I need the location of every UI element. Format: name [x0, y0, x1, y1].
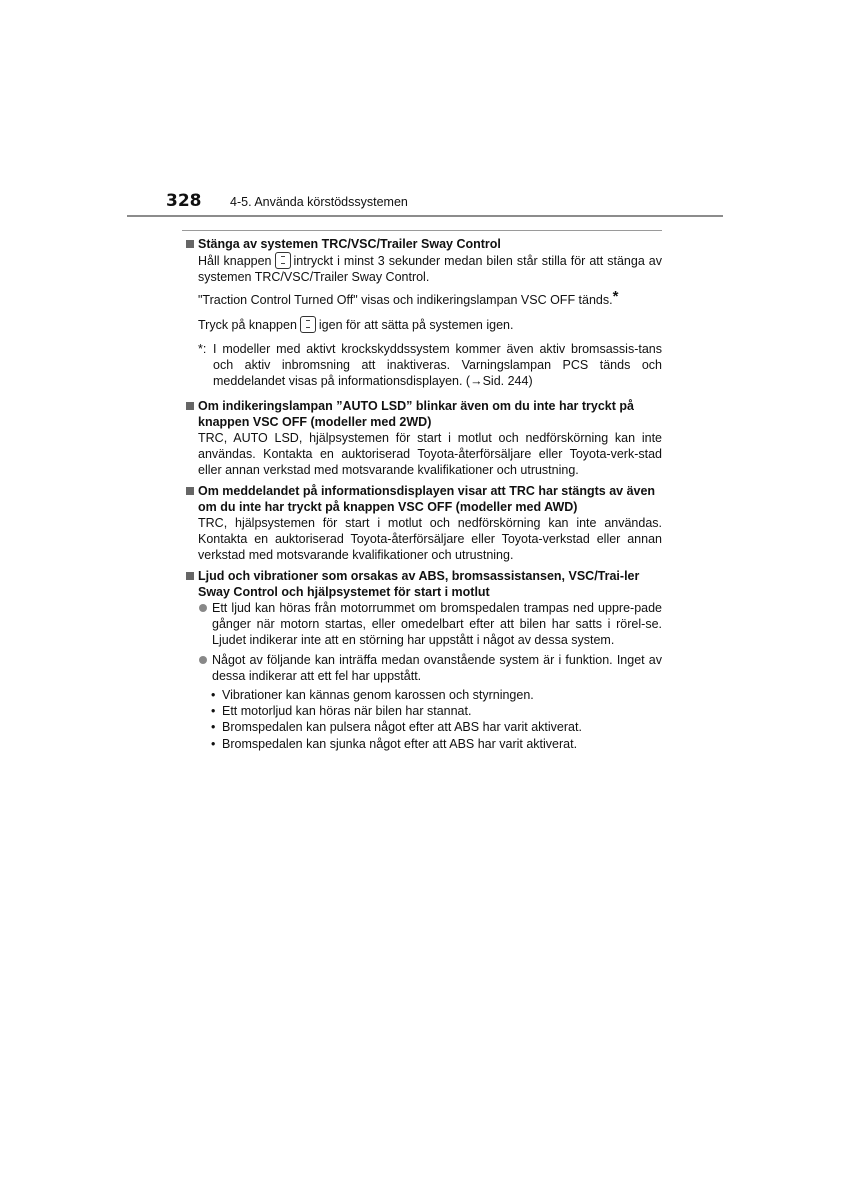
list-item: • Vibrationer kan kännas genom karossen och styrningen.	[211, 688, 534, 703]
section-heading-trc-off: Stänga av systemen TRC/VSC/Trailer Sway Control	[184, 236, 662, 252]
paragraph: Håll knappen intryckt i minst 3 sekunder medan bilen står stilla för att stänga av systemen TRC/VSC/Trailer Sway Control.	[198, 254, 662, 285]
bullet-icon: •	[211, 688, 216, 703]
footnote-mark: *:	[198, 342, 207, 357]
footnote-star: *	[612, 287, 619, 305]
vsc-off-button-icon	[300, 316, 316, 333]
footnote: *: I modeller med aktivt krockskyddssystem kommer även aktiv bromsassis-tans och aktiv inbromsning att inaktiveras. Varningslampan PCS tänds och meddelandet visas på informationsdisplayen. (→Sid. 244)	[198, 342, 662, 389]
paragraph: TRC, hjälpsystemen för start i motlut och nedförskörning kan inte användas. Kontakta en auktoriserad Toyota-återförsäljare eller Toyota-verkstad eller annan verkstad med motsvarande kvalifikationer och utrustning.	[198, 516, 662, 563]
section-heading-trc-message: Om meddelandet på informationsdisplayen visar att TRC har stängts av även om du inte har tryckt på knappen VSC OFF (modeller med AWD)	[184, 483, 662, 515]
circle-bullet-icon	[199, 656, 207, 664]
circle-bullet-icon	[199, 604, 207, 612]
section-title: 4-5. Använda körstödssystemen	[230, 195, 408, 209]
list-item: • Bromspedalen kan pulsera något efter att ABS har varit aktiverat.	[211, 720, 582, 735]
content-divider	[182, 230, 662, 231]
list-item: • Bromspedalen kan sjunka något efter att ABS har varit aktiverat.	[211, 736, 578, 751]
bullet-icon: •	[211, 736, 216, 751]
header-divider	[127, 215, 723, 217]
paragraph: TRC, AUTO LSD, hjälpsystemen för start i motlut och nedförskörning kan inte användas. Kontakta en auktoriserad Toyota-återförsäljare eller Toyota-verk-stad eller annan verkstad med motsvarande kvalifikationer och utrustning.	[198, 431, 662, 478]
paragraph: "Traction Control Turned Off" visas och indikeringslampan VSC OFF tänds.*	[198, 287, 619, 307]
square-bullet-icon	[186, 402, 194, 410]
paragraph: Tryck på knappen igen för att sätta på systemen igen.	[198, 317, 514, 332]
page-number: 328	[166, 191, 202, 211]
list-item: • Ett motorljud kan höras när bilen har stannat.	[211, 704, 472, 719]
vsc-off-button-icon	[275, 252, 291, 269]
section-heading-auto-lsd: Om indikeringslampan ”AUTO LSD” blinkar även om du inte har tryckt på knappen VSC OFF (modeller med 2WD)	[184, 398, 662, 430]
bullet-icon: •	[211, 720, 216, 735]
square-bullet-icon	[186, 572, 194, 580]
bullet-icon: •	[211, 704, 216, 719]
square-bullet-icon	[186, 240, 194, 248]
section-heading-sounds-vibrations: Ljud och vibrationer som orsakas av ABS, bromsassistansen, VSC/Trai-ler Sway Control och hjälpsystemet för start i motlut	[184, 568, 662, 600]
list-item: Ett ljud kan höras från motorrummet om bromspedalen trampas ned uppre-pade gånger när motorn startas, eller omedelbart efter att bilen har satts i rörel-se. Ljudet indikerar inte att en störning har uppstått i något av dessa system.	[184, 600, 662, 649]
page-content	[184, 236, 662, 752]
list-item: Något av följande kan inträffa medan ovanstående system är i funktion. Inget av dessa indikerar att ett fel har uppstått.	[184, 652, 662, 684]
square-bullet-icon	[186, 487, 194, 495]
